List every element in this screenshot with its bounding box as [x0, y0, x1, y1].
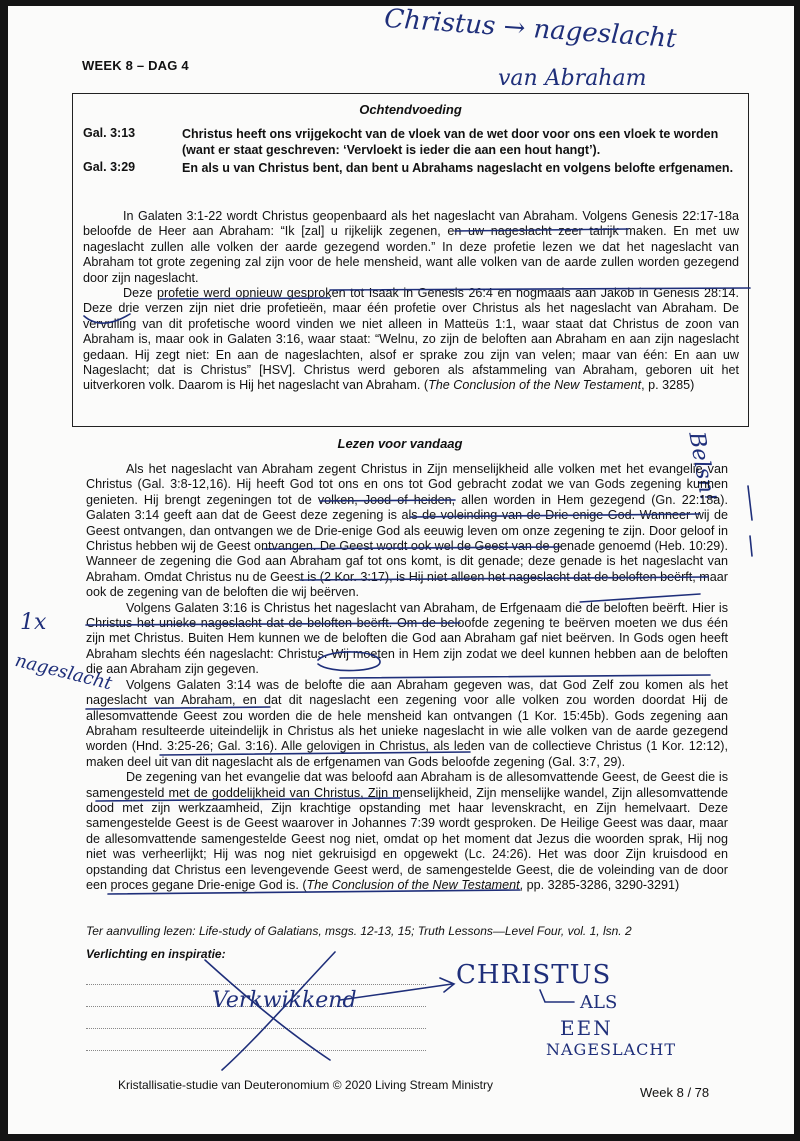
box-citation: The Conclusion of the New Testament	[428, 378, 642, 393]
writing-line	[86, 1050, 426, 1051]
reading-paragraph-4-text: De zegening van het evangelie dat was beloofd aan Abraham is de allesomvattende Geest, de Geest die is samengesteld met de goddelijkheid van Christus, Zijn menselijkheid, Zijn menselijke wandel, Zijn allesomvattende dood met zijn werkzaamheid, Zijn krachtige opstanding met haar levenskracht, en Zijn hemelvaart. Deze samengestelde Geest is de Geest waarover in Johannes 7:39 wordt gesproken. De Heilige Geest was daar, maar de allesomvattende samengestelde Geest nog niet, omdat op het moment dat Jezus die woorden sprak, Hij nog niet was verheerlijkt; Hij was nog niet gekruisigd en opgewekt (Lc. 24:26). Het was door Zijn kruisdood en opstanding dat Christus een levengevende Geest werd, de samengestelde Geest, die de voleinding van de door een proces gegane Drie-enige God is. (	[86, 770, 728, 892]
handwritten-signature: Verkwikkend	[212, 988, 357, 1013]
reading-title: Lezen voor vandaag	[337, 436, 463, 451]
writing-line	[86, 984, 426, 985]
box-citation-tail: , p. 3285)	[641, 378, 695, 393]
box-paragraph-1: In Galaten 3:1-22 wordt Christus geopenbaard als het nageslacht van Abraham. Volgens Genesis 22:17-18a beloofde de Heer aan Abraham: “Ik [zal] u rijkelijk zegenen, en uw nageslacht zeer talrijk maken. En met uw nageslacht zullen alle volken der aarde gezegend worden.” In deze profetie lezen we dat het nageslacht van Abraham tot grote zegening zal zijn voor de hele mensheid, want alle volken van de aarde zullen worden gezegend door zijn nageslacht.	[83, 209, 739, 285]
handwritten-note-left-2: nageslacht	[12, 650, 115, 695]
verse-text-2: En als u van Christus bent, dan bent u Abrahams nageslacht en volgens belofte erfgenamen.	[182, 161, 734, 175]
reading-paragraph-1: Als het nageslacht van Abraham zegent Christus in Zijn menselijkheid alle volken met het evangelie van Christus (Gal. 3:8-12,16). Hij heeft God tot ons en ons tot God gebracht zodat we van Gods zegening kunnen genieten. Hij brengt zegeningen tot de volken, Jood of heiden, allen worden in Hem gezegend (Gn. 22:18a). Galaten 3:14 geeft aan dat de Geest deze zegening is als de voleinding van de Drie-enige God. Wanneer wij de Geest ontvangen, dan ontvangen we de Drie-enige God als eeuwig leven om onze zegening te zijn. Door geloof in Christus hebben wij de Geest ontvangen. De Geest wordt ook wel de Geest van de genade genoemd (Heb. 10:29). Wanneer de zegening die God aan Abraham gaf tot ons komt, is dit genade; deze genade is het nageslacht van Abraham. Omdat Christus nu de Geest is (2 Kor. 3:17), is Hij niet alleen het nageslacht dat de beloften beërft, maar ook de zegening van de beloften die wij beërven.	[86, 462, 728, 600]
handwritten-note-left-1: 1x	[20, 610, 47, 635]
reading-paragraph-2: Volgens Galaten 3:16 is Christus het nageslacht van Abraham, de Erfgenaam die de beloften beërft. Hier is Christus het unieke nageslacht dat de beloften beërft. Om de beloofde zegening te beërven moeten we dus één zijn met Christus. Buiten Hem kunnen we de beloften die God aan Abraham gaf niet beërven. In Gods ogen heeft Abraham slechts één nageslacht: Christus. Wij moeten in Hem zijn zodat we deel kunnen hebben aan de beloften die aan Abraham zijn gegeven.	[86, 600, 728, 677]
extra-reading: Ter aanvulling lezen: Life-study of Galatians, msgs. 12-13, 15; Truth Lessons—Level Four, vol. 1, lsn. 2	[86, 924, 632, 938]
handwritten-note-bottom-3: EEN	[560, 1016, 613, 1040]
box-paragraph-2	[83, 286, 739, 394]
reading-body	[86, 462, 728, 893]
reading-paragraph-3: Volgens Galaten 3:14 was de belofte die aan Abraham gegeven was, dat God Zelf zou komen als het nageslacht van Abraham, en dat dit nageslacht een zegening voor alle volken zou worden doordat Hij de allesomvattende Geest zou worden die de hele mensheid kan ontvangen (1 Kor. 15:45b). Gods zegening aan Abraham resulteerde uiteindelijk in Christus als het unieke nageslacht in wie alle volken van de aarde gezegend worden (Hnd. 3:25-26; Gal. 3:16). Alle gelovigen in Christus, als leden van de collectieve Christus (1 Kor. 12:12), maken deel uit van dit nageslacht als de erfgenamen van Gods beloofde zegening (Gal. 3:7, 29).	[86, 677, 728, 769]
footer-copyright: Kristallisatie-studie van Deuteronomium © 2020 Living Stream Ministry	[118, 1078, 493, 1092]
reading-citation: The Conclusion of the New Testament	[306, 877, 520, 892]
handwritten-note-top-1: Christus → nageslacht	[383, 3, 678, 55]
verse-text-1: Christus heeft ons vrijgekocht van de vloek van de wet door voor ons een vloek te worden (want er staat geschreven: ‘Vervloekt is ieder die aan een hout hangt’).	[182, 127, 719, 157]
week-day-header: WEEK 8 – DAG 4	[82, 58, 189, 73]
morning-nourishment-box	[72, 93, 749, 427]
page-number: Week 8 / 78	[640, 1085, 710, 1100]
verse-ref-1: Gal. 3:13	[83, 126, 136, 140]
verse-ref-2: Gal. 3:29	[83, 160, 136, 174]
handwritten-note-top-2: van Abraham	[498, 66, 647, 91]
writing-line	[86, 1028, 426, 1029]
handwritten-note-bottom-1: CHRISTUS	[456, 960, 612, 990]
handwritten-note-right: Belsn!	[683, 430, 721, 504]
inspiration-label: Verlichting en inspiratie:	[86, 947, 226, 961]
box-title: Ochtendvoeding	[359, 102, 462, 117]
reading-citation-tail: , pp. 3285-3286, 3290-3291)	[519, 877, 680, 892]
reading-paragraph-4	[86, 770, 728, 893]
handwritten-note-bottom-4: NAGESLACHT	[546, 1040, 677, 1059]
box-paragraph-2-text: Deze profetie werd opnieuw gesproken tot Isaak in Genesis 26:4 en nogmaals aan Jakob in Genesis 28:14. Deze drie verzen zijn niet drie profetieën, maar één profetie over Christus als het nageslacht van Abraham. De vervulling van dit profetische woord vinden we niet alleen in Matteüs 1:1, waar staat dat Christus de zoon van Abraham is, maar ook in Galaten 3:16, waar staat: “Welnu, zo zijn de beloften aan Abraham en aan zijn nageslacht gedaan. Hij zegt niet: En aan de nageslachten, alsof er sprake zou zijn van velen; maar van één: En aan uw Nageslacht; dat is Christus” [HSV]. Christus werd geboren als afstammeling van Abraham, geboren uit het uitverkoren volk. Daarom is Hij het nageslacht van Abraham. (	[83, 286, 739, 393]
handwritten-note-bottom-2: ALS	[580, 992, 618, 1013]
box-body	[83, 209, 739, 394]
